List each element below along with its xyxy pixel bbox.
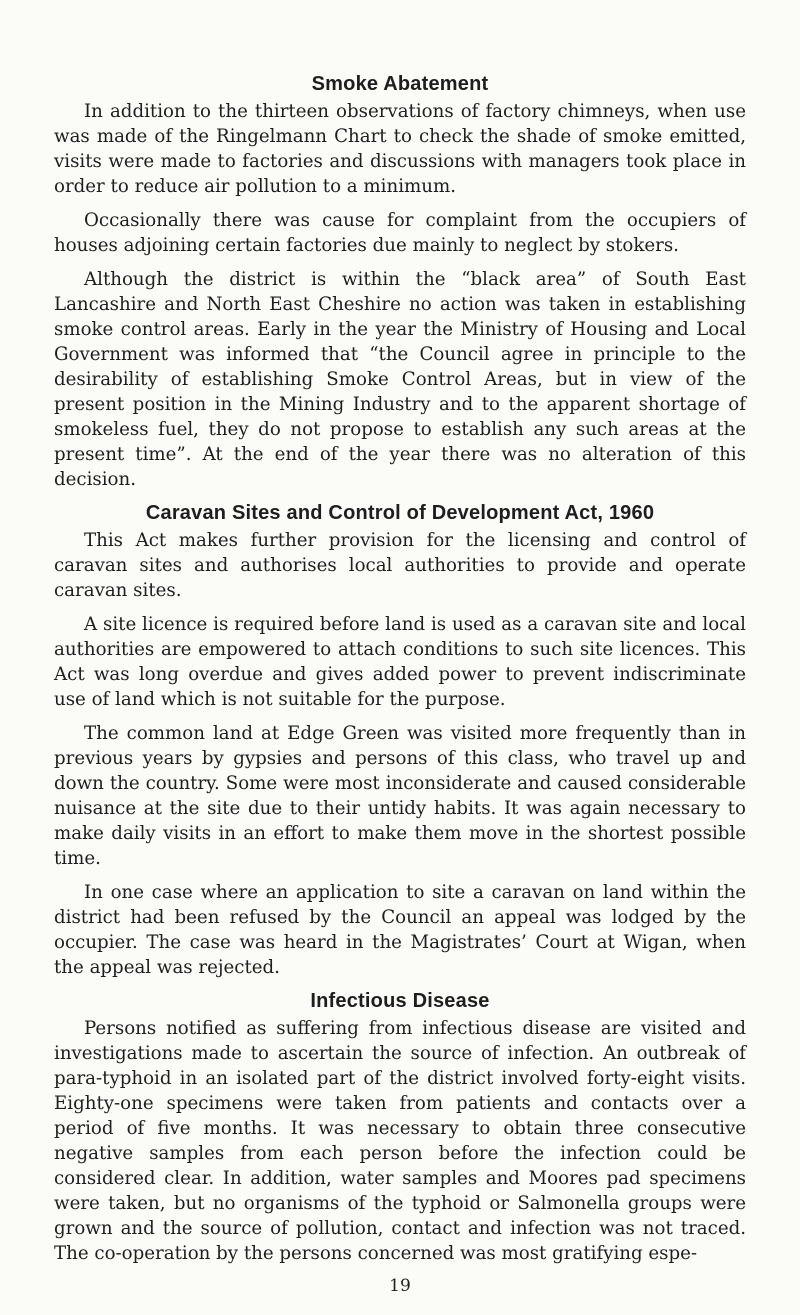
- paragraph: Persons notified as suffering from infectious disease are visited and investigations made to ascertain the source of infection. An outbreak of para-typhoid in an isolated part of the district involved forty-eight visits. Eighty-one specimens were taken from patients and contacts over a period of five months. It was necessary to obtain three consecutive negative samples from each person before the infection could be considered clear. In addition, water samples and Moores pad specimens were taken, but no organisms of the typhoid or Salmonella groups were grown and the source of pollution, contact and infection was not traced. The co-operation by the persons concerned was most gratifying espe-: [54, 1018, 746, 1264]
- paragraph: In one case where an application to site a caravan on land within the district had been refused by the Council an appeal was lodged by the occupier. The case was heard in the Magistrates’ Court at Wigan, when the appeal was rejected.: [54, 882, 746, 978]
- section-heading-smoke-abatement: Smoke Abatement: [311, 73, 489, 95]
- paragraph: Occasionally there was cause for complaint from the occupiers of houses adjoining certain factories due mainly to neglect by stokers.: [54, 210, 746, 256]
- paragraph: A site licence is required before land is used as a caravan site and local authorities are empowered to attach conditions to such site licences. This Act was long overdue and gives added power to prevent indiscriminate use of land which is not suitable for the purpose.: [54, 614, 746, 710]
- page-number: 19: [389, 1276, 411, 1296]
- section-heading-caravan-sites: Caravan Sites and Control of Development Act, 1960: [145, 502, 655, 524]
- paragraph: The common land at Edge Green was visited more frequently than in previous years by gypsies and persons of this class, who travel up and down the country. Some were most inconsiderate and caused considerable nuisance at the site due to their untidy habits. It was again necessary to make daily visits in an effort to make them move in the shortest possible time.: [54, 723, 746, 869]
- paragraph: In addition to the thirteen observations of factory chimneys, when use was made of the Ringelmann Chart to check the shade of smoke emitted, visits were made to factories and discussions with managers took place in order to reduce air pollution to a minimum.: [54, 101, 746, 197]
- paragraph: Although the district is within the “black area” of South East Lancashire and North East Cheshire no action was taken in establishing smoke control areas. Early in the year the Ministry of Housing and Local Government was informed that “the Council agree in principle to the desirability of establishing Smoke Control Areas, but in view of the present position in the Mining Industry and to the apparent shortage of smokeless fuel, they do not propose to establish any such areas at the present time”. At the end of the year there was no alteration of this decision.: [54, 269, 746, 490]
- paragraph: This Act makes further provision for the licensing and control of caravan sites and authorises local authorities to provide and operate caravan sites.: [54, 530, 746, 601]
- section-heading-infectious-disease: Infectious Disease: [310, 990, 490, 1012]
